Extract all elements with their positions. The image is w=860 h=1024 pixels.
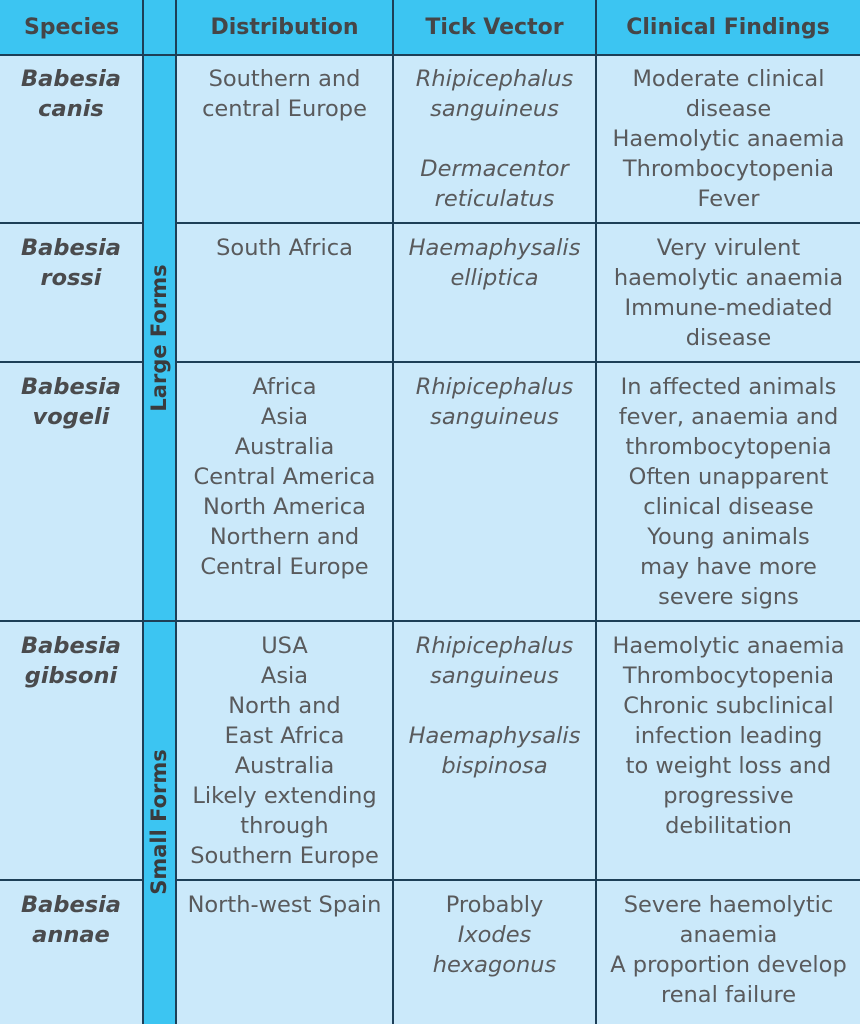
cell-line: Ixodes — [457, 922, 532, 948]
cell-line: gibsoni — [24, 663, 118, 689]
cell-line: Central Europe — [200, 554, 369, 580]
species-cell — [0, 224, 142, 361]
cell-line: Babesia — [21, 66, 121, 92]
cell-line: Haemolytic anaemia — [612, 126, 845, 152]
line-gap — [394, 691, 595, 721]
cell-line: Southern and — [208, 66, 361, 92]
distribution-cell — [177, 363, 392, 620]
cell-line: Likely extending — [192, 783, 377, 809]
species-cell — [0, 363, 142, 620]
cell-line: Thrombocytopenia — [622, 156, 835, 182]
clinical-findings-cell — [597, 881, 860, 1024]
grid-line — [0, 620, 860, 622]
cell-line: Severe haemolytic — [623, 892, 834, 918]
cell-line: Young animals — [647, 524, 810, 550]
cell-line: Rhipicephalus — [415, 66, 574, 92]
grid-line — [176, 879, 860, 881]
tick-vector-cell — [394, 363, 595, 620]
species-cell — [0, 881, 142, 1024]
distribution-cell — [177, 881, 392, 1024]
cell-line: Haemaphysalis — [408, 723, 581, 749]
cell-line: sanguineus — [430, 663, 559, 689]
cell-line: disease — [685, 96, 772, 122]
tick-vector-cell — [394, 881, 595, 1024]
cell-line: Very virulent — [656, 235, 801, 261]
cell-line: Asia — [260, 663, 309, 689]
cell-line: Northern and — [209, 524, 360, 550]
species-cell — [0, 622, 142, 879]
cell-line: Haemolytic anaemia — [612, 633, 845, 659]
cell-line: progressive — [663, 783, 794, 809]
cell-line: elliptica — [450, 265, 539, 291]
cell-line: hexagonus — [432, 952, 557, 978]
cell-line: fever, anaemia and — [618, 404, 839, 430]
cell-line: Australia — [234, 753, 335, 779]
cell-line: North America — [203, 494, 366, 520]
grid-line — [142, 0, 144, 1024]
cell-line: infection leading — [634, 723, 823, 749]
cell-line: debilitation — [665, 813, 792, 839]
cell-line: disease — [685, 325, 772, 351]
cell-line: Fever — [697, 186, 760, 212]
tick-vector-cell — [394, 224, 595, 361]
cell-line: haemolytic anaemia — [613, 265, 844, 291]
cell-line: Central America — [193, 464, 376, 490]
cell-line: East Africa — [224, 723, 345, 749]
cell-line: central Europe — [202, 96, 367, 122]
grid-line — [0, 879, 143, 881]
cell-line: Rhipicephalus — [415, 374, 574, 400]
cell-line: USA — [261, 633, 308, 659]
clinical-findings-cell — [597, 55, 860, 222]
header-group-blank — [143, 0, 176, 55]
cell-line: renal failure — [660, 982, 797, 1008]
cell-line: clinical disease — [643, 494, 814, 520]
header-distribution: Distribution — [176, 0, 393, 55]
grid-line — [392, 0, 394, 1024]
cell-line: A proportion develop — [610, 952, 847, 978]
grid-line — [0, 222, 143, 224]
cell-line: severe signs — [658, 584, 799, 610]
cell-line: Asia — [260, 404, 309, 430]
cell-line: anaemia — [679, 922, 778, 948]
header-tick-vector: Tick Vector — [393, 0, 596, 55]
tick-vector-cell — [394, 55, 595, 222]
tick-vector-cell — [394, 622, 595, 879]
cell-line: Immune-mediated — [624, 295, 833, 321]
cell-line: canis — [38, 96, 104, 122]
clinical-findings-cell — [597, 224, 860, 361]
cell-line: to weight loss and — [625, 753, 832, 779]
line-gap — [394, 124, 595, 154]
clinical-findings-cell — [597, 363, 860, 620]
cell-line: Babesia — [21, 374, 121, 400]
grid-line — [0, 54, 860, 56]
cell-line: through — [240, 813, 329, 839]
cell-line: North-west Spain — [187, 892, 382, 918]
header-species: Species — [0, 0, 143, 55]
cell-line: Babesia — [21, 235, 121, 261]
cell-line: Haemaphysalis — [408, 235, 581, 261]
cell-line: reticulatus — [434, 186, 555, 212]
clinical-findings-cell — [597, 622, 860, 879]
cell-line: bispinosa — [441, 753, 548, 779]
cell-line: thrombocytopenia — [625, 434, 832, 460]
distribution-cell — [177, 224, 392, 361]
cell-line: rossi — [40, 265, 102, 291]
cell-line: sanguineus — [430, 404, 559, 430]
cell-line: In affected animals — [620, 374, 837, 400]
grid-line — [176, 222, 860, 224]
grid-line — [176, 361, 860, 363]
distribution-cell — [177, 622, 392, 879]
cell-line: Africa — [252, 374, 317, 400]
cell-line: Babesia — [21, 633, 121, 659]
species-cell — [0, 55, 142, 222]
large-forms-label: Large Forms — [147, 264, 171, 412]
cell-line: may have more — [640, 554, 817, 580]
grid-line — [595, 0, 597, 1024]
cell-line: Moderate clinical — [632, 66, 825, 92]
cell-line: Chronic subclinical — [623, 693, 834, 719]
header-clinical-findings: Clinical Findings — [596, 0, 860, 55]
grid-line — [175, 0, 177, 1024]
cell-line: Southern Europe — [190, 843, 379, 869]
cell-line: Dermacentor — [420, 156, 569, 182]
cell-line: Babesia — [21, 892, 121, 918]
small-forms-label: Small Forms — [147, 749, 171, 895]
cell-line: Often unapparent — [628, 464, 829, 490]
distribution-cell — [177, 55, 392, 222]
cell-line: Probably — [445, 892, 544, 918]
cell-line: annae — [32, 922, 110, 948]
cell-line: North and — [228, 693, 341, 719]
cell-line: vogeli — [32, 404, 110, 430]
cell-line: South Africa — [216, 235, 353, 261]
cell-line: Australia — [234, 434, 335, 460]
grid-line — [0, 361, 143, 363]
cell-line: sanguineus — [430, 96, 559, 122]
cell-line: Thrombocytopenia — [622, 663, 835, 689]
cell-line: Rhipicephalus — [415, 633, 574, 659]
